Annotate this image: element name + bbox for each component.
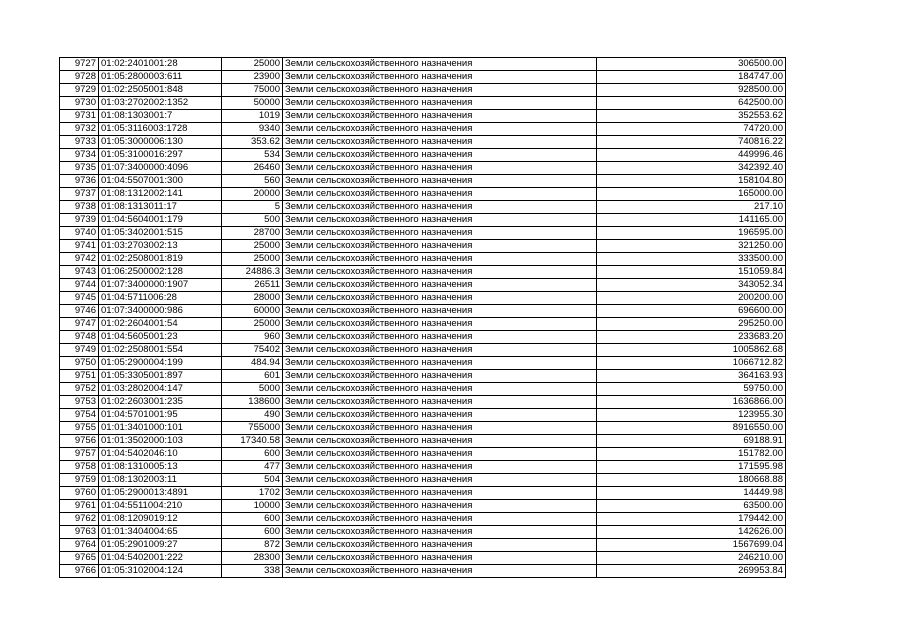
row-number-cell: 9734	[60, 149, 99, 162]
cadastral-value-cell: 246210.00	[597, 552, 786, 565]
table-row	[60, 175, 786, 188]
row-number-cell: 9755	[60, 422, 99, 435]
land-category-cell: Земли сельскохозяйственного назначения	[283, 461, 597, 474]
cadastral-value-cell: 63500.00	[597, 500, 786, 513]
cadastral-number-cell: 01:04:5604001:179	[99, 214, 222, 227]
row-number-cell: 9732	[60, 123, 99, 136]
cadastral-value-cell: 449996.46	[597, 149, 786, 162]
cadastral-value-cell: 123955.30	[597, 409, 786, 422]
cadastral-number-cell: 01:03:2702002:1352	[99, 97, 222, 110]
table-row	[60, 552, 786, 565]
area-cell: 5000	[222, 383, 283, 396]
land-category-cell: Земли сельскохозяйственного назначения	[283, 149, 597, 162]
cadastral-number-cell: 01:08:1312002:141	[99, 188, 222, 201]
table-row	[60, 448, 786, 461]
table-row	[60, 435, 786, 448]
land-category-cell: Земли сельскохозяйственного назначения	[283, 123, 597, 136]
row-number-cell: 9748	[60, 331, 99, 344]
cadastral-number-cell: 01:05:3000006:130	[99, 136, 222, 149]
row-number-cell: 9746	[60, 305, 99, 318]
cadastral-value-cell: 158104.80	[597, 175, 786, 188]
cadastral-value-cell: 269953.84	[597, 565, 786, 578]
table-row	[60, 526, 786, 539]
area-cell: 25000	[222, 253, 283, 266]
land-category-cell: Земли сельскохозяйственного назначения	[283, 136, 597, 149]
land-category-cell: Земли сельскохозяйственного назначения	[283, 435, 597, 448]
row-number-cell: 9752	[60, 383, 99, 396]
cadastral-number-cell: 01:04:5402001:222	[99, 552, 222, 565]
land-category-cell: Земли сельскохозяйственного назначения	[283, 71, 597, 84]
cadastral-value-cell: 196595.00	[597, 227, 786, 240]
land-category-cell: Земли сельскохозяйственного назначения	[283, 331, 597, 344]
table-row	[60, 110, 786, 123]
area-cell: 560	[222, 175, 283, 188]
land-category-cell: Земли сельскохозяйственного назначения	[283, 474, 597, 487]
cadastral-value-cell: 69188.91	[597, 435, 786, 448]
table-row	[60, 253, 786, 266]
row-number-cell: 9757	[60, 448, 99, 461]
table-row	[60, 565, 786, 578]
row-number-cell: 9733	[60, 136, 99, 149]
cadastral-value-cell: 142626.00	[597, 526, 786, 539]
area-cell: 75000	[222, 84, 283, 97]
land-registry-table	[59, 57, 786, 578]
area-cell: 20000	[222, 188, 283, 201]
table-row	[60, 487, 786, 500]
land-category-cell: Земли сельскохозяйственного назначения	[283, 552, 597, 565]
cadastral-number-cell: 01:08:1209019:12	[99, 513, 222, 526]
row-number-cell: 9765	[60, 552, 99, 565]
cadastral-value-cell: 1636866.00	[597, 396, 786, 409]
cadastral-value-cell: 1005862.68	[597, 344, 786, 357]
cadastral-number-cell: 01:08:1303001:7	[99, 110, 222, 123]
cadastral-number-cell: 01:05:2901009:27	[99, 539, 222, 552]
row-number-cell: 9731	[60, 110, 99, 123]
cadastral-value-cell: 59750.00	[597, 383, 786, 396]
cadastral-number-cell: 01:07:3400000:4096	[99, 162, 222, 175]
area-cell: 5	[222, 201, 283, 214]
row-number-cell: 9753	[60, 396, 99, 409]
cadastral-number-cell: 01:05:2900004:199	[99, 357, 222, 370]
table-row	[60, 214, 786, 227]
cadastral-number-cell: 01:05:3102004:124	[99, 565, 222, 578]
area-cell: 25000	[222, 58, 283, 71]
row-number-cell: 9763	[60, 526, 99, 539]
cadastral-number-cell: 01:08:1302003:11	[99, 474, 222, 487]
row-number-cell: 9742	[60, 253, 99, 266]
land-category-cell: Земли сельскохозяйственного назначения	[283, 214, 597, 227]
cadastral-value-cell: 8916550.00	[597, 422, 786, 435]
table-row	[60, 370, 786, 383]
cadastral-number-cell: 01:01:3401000:101	[99, 422, 222, 435]
table-row	[60, 513, 786, 526]
area-cell: 17340.58	[222, 435, 283, 448]
area-cell: 600	[222, 513, 283, 526]
land-category-cell: Земли сельскохозяйственного назначения	[283, 84, 597, 97]
area-cell: 1702	[222, 487, 283, 500]
cadastral-value-cell: 171595.98	[597, 461, 786, 474]
cadastral-number-cell: 01:02:2604001:54	[99, 318, 222, 331]
table-row	[60, 357, 786, 370]
table-row	[60, 422, 786, 435]
cadastral-value-cell: 364163.93	[597, 370, 786, 383]
table-row	[60, 240, 786, 253]
table-row	[60, 474, 786, 487]
row-number-cell: 9762	[60, 513, 99, 526]
row-number-cell: 9745	[60, 292, 99, 305]
row-number-cell: 9754	[60, 409, 99, 422]
area-cell: 9340	[222, 123, 283, 136]
table-row	[60, 539, 786, 552]
cadastral-number-cell: 01:02:2508001:819	[99, 253, 222, 266]
table-row	[60, 84, 786, 97]
area-cell: 26460	[222, 162, 283, 175]
row-number-cell: 9727	[60, 58, 99, 71]
land-category-cell: Земли сельскохозяйственного назначения	[283, 409, 597, 422]
table-body	[60, 58, 786, 578]
land-category-cell: Земли сельскохозяйственного назначения	[283, 370, 597, 383]
row-number-cell: 9766	[60, 565, 99, 578]
row-number-cell: 9756	[60, 435, 99, 448]
row-number-cell: 9758	[60, 461, 99, 474]
table-row	[60, 188, 786, 201]
cadastral-value-cell: 233683.20	[597, 331, 786, 344]
table-row	[60, 396, 786, 409]
cadastral-value-cell: 352553.62	[597, 110, 786, 123]
row-number-cell: 9729	[60, 84, 99, 97]
area-cell: 534	[222, 149, 283, 162]
area-cell: 25000	[222, 240, 283, 253]
area-cell: 600	[222, 526, 283, 539]
row-number-cell: 9759	[60, 474, 99, 487]
land-category-cell: Земли сельскохозяйственного назначения	[283, 344, 597, 357]
land-category-cell: Земли сельскохозяйственного назначения	[283, 58, 597, 71]
table-row	[60, 71, 786, 84]
row-number-cell: 9736	[60, 175, 99, 188]
land-category-cell: Земли сельскохозяйственного назначения	[283, 227, 597, 240]
table-row	[60, 318, 786, 331]
cadastral-number-cell: 01:05:3116003:1728	[99, 123, 222, 136]
row-number-cell: 9760	[60, 487, 99, 500]
cadastral-number-cell: 01:01:3404004:65	[99, 526, 222, 539]
table-row	[60, 500, 786, 513]
area-cell: 504	[222, 474, 283, 487]
cadastral-number-cell: 01:05:3402001:515	[99, 227, 222, 240]
cadastral-value-cell: 740816.22	[597, 136, 786, 149]
area-cell: 490	[222, 409, 283, 422]
cadastral-number-cell: 01:02:2401001:28	[99, 58, 222, 71]
row-number-cell: 9764	[60, 539, 99, 552]
cadastral-value-cell: 1066712.82	[597, 357, 786, 370]
cadastral-number-cell: 01:02:2505001:848	[99, 84, 222, 97]
cadastral-value-cell: 1567699.04	[597, 539, 786, 552]
cadastral-number-cell: 01:06:2500002:128	[99, 266, 222, 279]
cadastral-value-cell: 74720.00	[597, 123, 786, 136]
row-number-cell: 9747	[60, 318, 99, 331]
area-cell: 600	[222, 448, 283, 461]
cadastral-value-cell: 295250.00	[597, 318, 786, 331]
cadastral-value-cell: 151059.84	[597, 266, 786, 279]
cadastral-number-cell: 01:07:3400000:986	[99, 305, 222, 318]
area-cell: 484.94	[222, 357, 283, 370]
area-cell: 477	[222, 461, 283, 474]
row-number-cell: 9730	[60, 97, 99, 110]
area-cell: 50000	[222, 97, 283, 110]
area-cell: 10000	[222, 500, 283, 513]
area-cell: 138600	[222, 396, 283, 409]
cadastral-value-cell: 165000.00	[597, 188, 786, 201]
cadastral-number-cell: 01:04:5701001:95	[99, 409, 222, 422]
land-category-cell: Земли сельскохозяйственного назначения	[283, 422, 597, 435]
cadastral-value-cell: 184747.00	[597, 71, 786, 84]
cadastral-value-cell: 179442.00	[597, 513, 786, 526]
land-category-cell: Земли сельскохозяйственного назначения	[283, 188, 597, 201]
table-row	[60, 331, 786, 344]
row-number-cell: 9728	[60, 71, 99, 84]
table-row	[60, 97, 786, 110]
cadastral-number-cell: 01:04:5511004:210	[99, 500, 222, 513]
area-cell: 872	[222, 539, 283, 552]
land-category-cell: Земли сельскохозяйственного назначения	[283, 565, 597, 578]
cadastral-value-cell: 306500.00	[597, 58, 786, 71]
cadastral-number-cell: 01:03:2703002:13	[99, 240, 222, 253]
cadastral-value-cell: 642500.00	[597, 97, 786, 110]
cadastral-number-cell: 01:04:5711006:28	[99, 292, 222, 305]
cadastral-value-cell: 200200.00	[597, 292, 786, 305]
row-number-cell: 9751	[60, 370, 99, 383]
table-row	[60, 123, 786, 136]
land-category-cell: Земли сельскохозяйственного назначения	[283, 253, 597, 266]
cadastral-number-cell: 01:07:3400000:1907	[99, 279, 222, 292]
cadastral-number-cell: 01:04:5605001:23	[99, 331, 222, 344]
table-row	[60, 266, 786, 279]
table-row	[60, 149, 786, 162]
row-number-cell: 9743	[60, 266, 99, 279]
land-category-cell: Земли сельскохозяйственного назначения	[283, 201, 597, 214]
table-row	[60, 227, 786, 240]
cadastral-number-cell: 01:05:2900013:4891	[99, 487, 222, 500]
land-category-cell: Земли сельскохозяйственного назначения	[283, 110, 597, 123]
document-page	[59, 57, 786, 578]
cadastral-number-cell: 01:04:5507001:300	[99, 175, 222, 188]
cadastral-value-cell: 14449.98	[597, 487, 786, 500]
area-cell: 353.62	[222, 136, 283, 149]
cadastral-number-cell: 01:02:2603001:235	[99, 396, 222, 409]
row-number-cell: 9735	[60, 162, 99, 175]
land-category-cell: Земли сельскохозяйственного назначения	[283, 305, 597, 318]
cadastral-number-cell: 01:02:2508001:554	[99, 344, 222, 357]
land-category-cell: Земли сельскохозяйственного назначения	[283, 513, 597, 526]
cadastral-value-cell: 928500.00	[597, 84, 786, 97]
area-cell: 24886.3	[222, 266, 283, 279]
table-row	[60, 461, 786, 474]
row-number-cell: 9741	[60, 240, 99, 253]
land-category-cell: Земли сельскохозяйственного назначения	[283, 175, 597, 188]
row-number-cell: 9740	[60, 227, 99, 240]
land-category-cell: Земли сельскохозяйственного назначения	[283, 487, 597, 500]
table-row	[60, 344, 786, 357]
land-category-cell: Земли сельскохозяйственного назначения	[283, 266, 597, 279]
area-cell: 960	[222, 331, 283, 344]
cadastral-number-cell: 01:04:5402046:10	[99, 448, 222, 461]
cadastral-value-cell: 342392.40	[597, 162, 786, 175]
row-number-cell: 9750	[60, 357, 99, 370]
area-cell: 25000	[222, 318, 283, 331]
cadastral-number-cell: 01:08:1313011:17	[99, 201, 222, 214]
table-row	[60, 136, 786, 149]
row-number-cell: 9739	[60, 214, 99, 227]
table-row	[60, 292, 786, 305]
land-category-cell: Земли сельскохозяйственного назначения	[283, 97, 597, 110]
table-row	[60, 201, 786, 214]
cadastral-number-cell: 01:01:3502000:103	[99, 435, 222, 448]
cadastral-number-cell: 01:05:3305001:897	[99, 370, 222, 383]
area-cell: 60000	[222, 305, 283, 318]
row-number-cell: 9761	[60, 500, 99, 513]
land-category-cell: Земли сельскохозяйственного назначения	[283, 279, 597, 292]
area-cell: 601	[222, 370, 283, 383]
area-cell: 500	[222, 214, 283, 227]
cadastral-number-cell: 01:03:2802004:147	[99, 383, 222, 396]
row-number-cell: 9738	[60, 201, 99, 214]
area-cell: 28700	[222, 227, 283, 240]
land-category-cell: Земли сельскохозяйственного назначения	[283, 448, 597, 461]
area-cell: 28000	[222, 292, 283, 305]
land-category-cell: Земли сельскохозяйственного назначения	[283, 539, 597, 552]
area-cell: 28300	[222, 552, 283, 565]
cadastral-value-cell: 321250.00	[597, 240, 786, 253]
cadastral-number-cell: 01:08:1310005:13	[99, 461, 222, 474]
area-cell: 23900	[222, 71, 283, 84]
land-category-cell: Земли сельскохозяйственного назначения	[283, 383, 597, 396]
cadastral-value-cell: 217.10	[597, 201, 786, 214]
area-cell: 26511	[222, 279, 283, 292]
land-category-cell: Земли сельскохозяйственного назначения	[283, 162, 597, 175]
table-row	[60, 305, 786, 318]
land-category-cell: Земли сельскохозяйственного назначения	[283, 500, 597, 513]
table-row	[60, 58, 786, 71]
cadastral-value-cell: 180668.88	[597, 474, 786, 487]
area-cell: 75402	[222, 344, 283, 357]
row-number-cell: 9744	[60, 279, 99, 292]
row-number-cell: 9737	[60, 188, 99, 201]
table-row	[60, 409, 786, 422]
cadastral-number-cell: 01:05:3100016:297	[99, 149, 222, 162]
table-row	[60, 383, 786, 396]
land-category-cell: Земли сельскохозяйственного назначения	[283, 292, 597, 305]
area-cell: 338	[222, 565, 283, 578]
land-category-cell: Земли сельскохозяйственного назначения	[283, 240, 597, 253]
row-number-cell: 9749	[60, 344, 99, 357]
cadastral-value-cell: 151782.00	[597, 448, 786, 461]
table-row	[60, 162, 786, 175]
cadastral-number-cell: 01:05:2800003:611	[99, 71, 222, 84]
land-category-cell: Земли сельскохозяйственного назначения	[283, 396, 597, 409]
land-category-cell: Земли сельскохозяйственного назначения	[283, 526, 597, 539]
cadastral-value-cell: 696600.00	[597, 305, 786, 318]
land-category-cell: Земли сельскохозяйственного назначения	[283, 357, 597, 370]
area-cell: 1019	[222, 110, 283, 123]
area-cell: 755000	[222, 422, 283, 435]
land-category-cell: Земли сельскохозяйственного назначения	[283, 318, 597, 331]
cadastral-value-cell: 141165.00	[597, 214, 786, 227]
cadastral-value-cell: 343052.34	[597, 279, 786, 292]
table-row	[60, 279, 786, 292]
cadastral-value-cell: 333500.00	[597, 253, 786, 266]
